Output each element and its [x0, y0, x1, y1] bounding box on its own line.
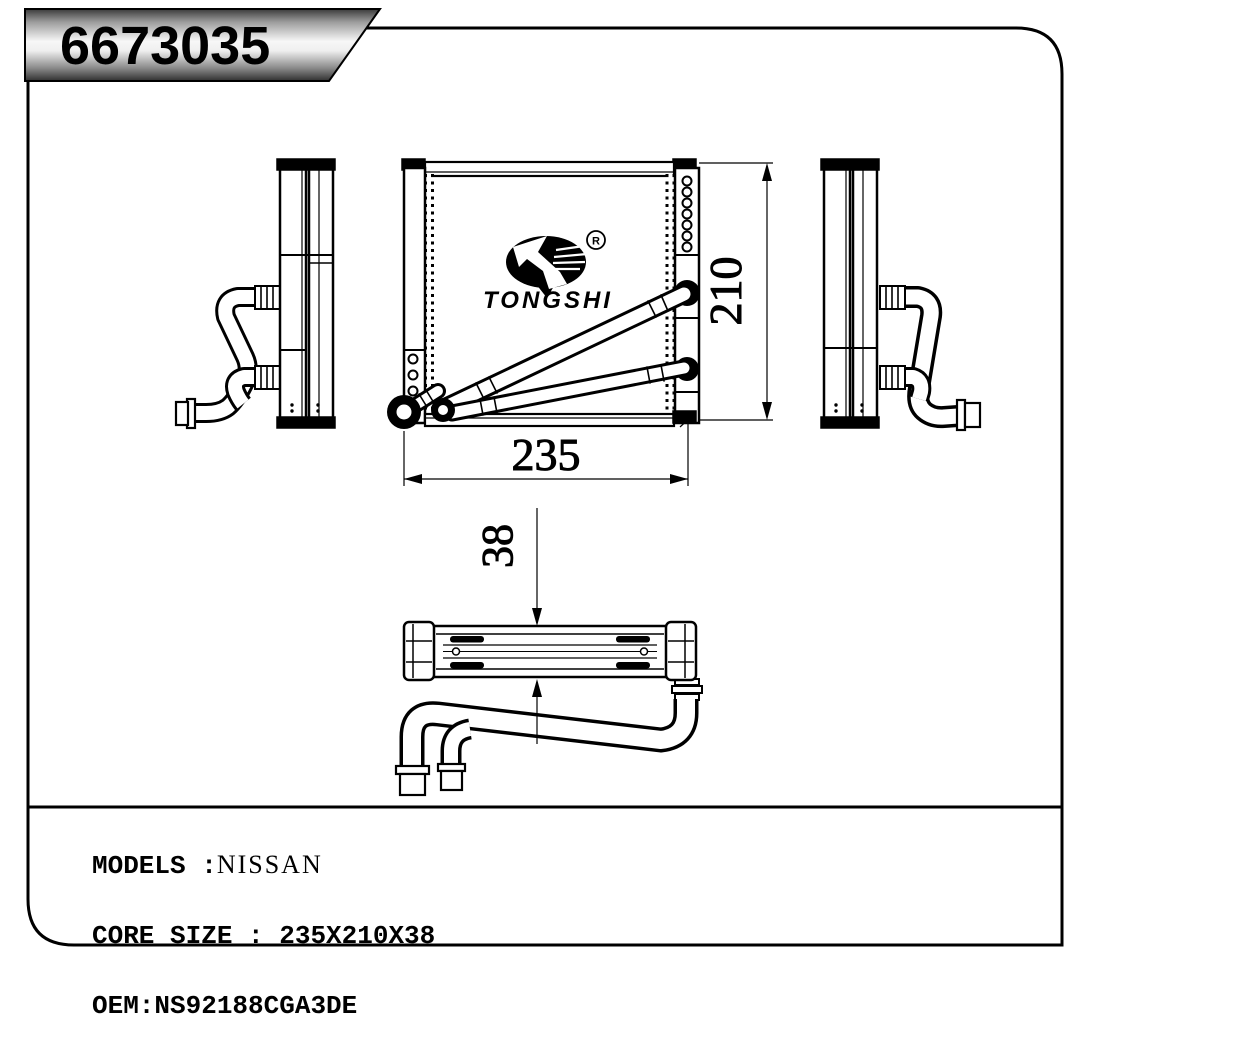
- left-side-view: [176, 159, 335, 428]
- dim-235-text: 235: [511, 429, 581, 480]
- spec-core-size-line: [92, 919, 435, 954]
- part-number-text: 6673035: [60, 16, 271, 76]
- spec-models-value: NISSAN: [216, 850, 323, 879]
- left-view-pipe-stubs: [255, 286, 280, 389]
- bottom-view-right-cap: [666, 622, 696, 680]
- right-side-view: [821, 159, 980, 430]
- dim-210-text: 210: [700, 256, 751, 326]
- spec-core-size-value: 235X210X38: [279, 920, 436, 951]
- right-view-pipe-stubs: [880, 286, 905, 389]
- spec-oem-label: OEM:: [92, 991, 155, 1021]
- left-view-fitting-cap: [176, 402, 188, 425]
- right-view-top-cap: [821, 159, 879, 170]
- bottom-view-left-cap: [404, 622, 434, 680]
- bottom-view-pipes: [412, 699, 686, 768]
- left-view-bottom-cap: [277, 417, 335, 428]
- bottom-view: [396, 622, 702, 795]
- front-left-tank: [404, 168, 425, 423]
- right-view-fitting-cap: [965, 403, 980, 427]
- dimension-height-210: [699, 163, 773, 420]
- part-number-banner: [25, 9, 380, 81]
- spec-oem-value: NS92188CGA3DE: [154, 991, 358, 1021]
- left-view-slab-front: [309, 166, 333, 419]
- spec-oem-line: [92, 989, 435, 1024]
- dim-38-text: 38: [473, 524, 522, 568]
- right-view-fitting-flange: [957, 400, 965, 430]
- spec-core-size-label: CORE SIZE :: [92, 920, 280, 951]
- front-bottom-right-tab: [673, 411, 696, 423]
- right-view-slab-rear: [853, 166, 877, 419]
- front-top-strip: [425, 162, 674, 176]
- spec-models-label: MODELS :: [92, 851, 217, 881]
- spec-models-line: [92, 848, 435, 883]
- left-view-top-cap: [277, 159, 335, 170]
- spec-block: [92, 812, 435, 1042]
- right-view-bottom-cap: [821, 417, 879, 428]
- tongshi-logo-icon: [483, 231, 613, 314]
- brand-name-text: TONGSHI: [483, 287, 613, 314]
- registered-mark-text: R: [592, 235, 600, 248]
